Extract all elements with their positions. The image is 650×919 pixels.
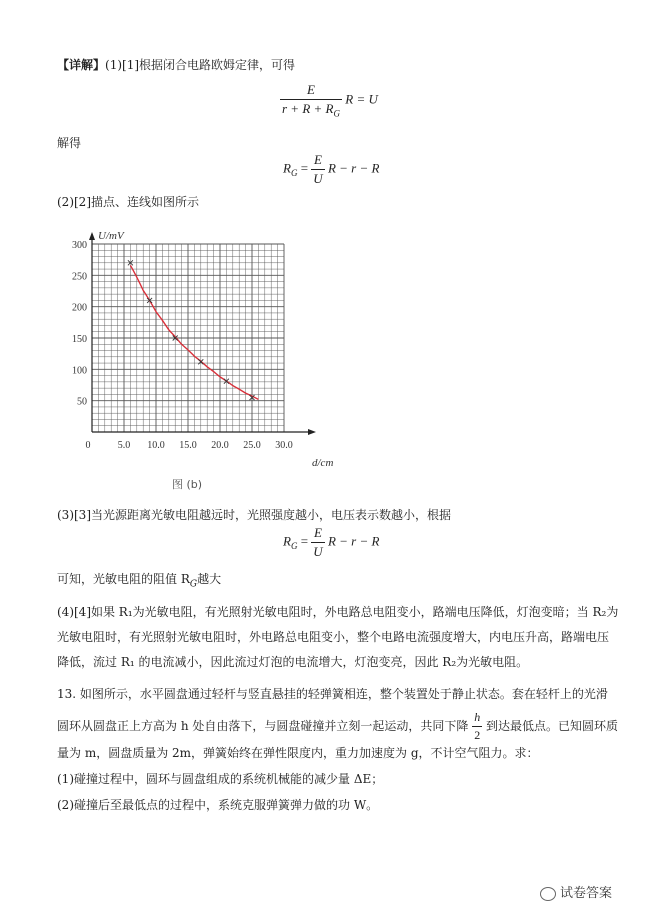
y-tick-label: 300: [72, 240, 87, 251]
watermark-text: 试卷答案: [560, 886, 613, 901]
eq1-numerator: E: [280, 82, 342, 100]
u-d-chart: [60, 222, 350, 500]
solve-label: 解得: [57, 136, 82, 150]
x-tick-label: 15.0: [179, 440, 197, 451]
x-tick-label: 20.0: [211, 440, 229, 451]
eq1-fraction: [280, 82, 342, 119]
question13-line-3: 量为 m，圆盘质量为 2m，弹簧始终在弹性限度内，重力加速度为 g，不计空气阻力。求：: [57, 746, 539, 760]
y-tick-label: 250: [72, 271, 87, 283]
chart-y-axis-label: U/mV: [98, 230, 124, 242]
x-tick-label: 30.0: [275, 440, 293, 451]
question13-line-5: (2)碰撞后至最低点的过程中，系统克服弹簧弹力做的功 W。: [57, 798, 379, 812]
eq1-rest: R = U: [345, 91, 378, 107]
question13-line-4: (1)碰撞过程中，圆环与圆盘组成的系统机械能的减少量 ΔE；: [57, 772, 384, 786]
chart-curve-group: [128, 260, 259, 400]
y-axis-arrow: [89, 232, 95, 240]
question13-line-1: 13. 如图所示，水平圆盘通过轻杆与竖直悬挂的轻弹簧相连，整个装置处于静止状态。套在轻杆上的光滑: [57, 687, 608, 701]
x-tick-label: 5.0: [117, 440, 131, 451]
h-over-2-fraction: $\frac{h}{2}$: [474, 710, 481, 742]
conclusion-line: 可知，光敏电阻的阻值 $R_G$越大: [57, 572, 222, 590]
x-axis-arrow: [308, 429, 316, 435]
x-tick-label: 0: [85, 440, 91, 451]
part3-text: (3)[3]当光源距离光敏电阻越远时，光照强度越小，电压表示数越小，根据: [57, 508, 451, 522]
chart-title: 图 (b): [172, 478, 203, 491]
eq3-fraction: $\frac{E}{U}$: [313, 525, 323, 559]
y-tick-label: 200: [72, 302, 87, 314]
equation-rg-1: $R_G$ = $\frac{E}{U}$ R − r − R: [283, 152, 380, 186]
part4-line-1: (4)[4]如果 R₁为光敏电阻，有光照射光敏电阻时，外电路总电阻变小，路端电压降低，灯泡变暗；当 R₂为: [57, 605, 619, 619]
chart-grid: [92, 244, 284, 432]
wechat-icon: [540, 887, 556, 901]
chart-axes: [89, 232, 316, 435]
y-tick-label: 150: [72, 334, 87, 345]
x-tick-label: 25.0: [243, 440, 261, 451]
watermark: [540, 882, 612, 901]
y-tick-label: 100: [72, 365, 87, 377]
part4-line-3: 降低，流过 R₁ 的电流减小，因此流过灯泡的电流增大，灯泡变亮，因此 R₂为光敏电阻。: [57, 655, 529, 669]
x-tick-label: 10.0: [147, 440, 165, 451]
detail-label: 【详解】: [57, 58, 106, 72]
eq2-fraction: $\frac{E}{U}$: [313, 152, 323, 186]
part4-line-2: 光敏电阻时，有光照射光敏电阻时，外电路总电阻变小，整个电路电流强度增大，内电压升高，路端电压: [57, 630, 610, 644]
answer-heading-line: [57, 56, 295, 73]
chart-x-axis-label: d/cm: [312, 457, 334, 469]
eq1-denominator: $r + R + R_G$: [282, 101, 340, 119]
part1-text: (1)[1]根据闭合电路欧姆定律，可得: [105, 58, 296, 72]
y-tick-label: 50: [77, 396, 87, 408]
equation-rg-2: $R_G$ = $\frac{E}{U}$ R − r − R: [283, 525, 380, 559]
question13-line-2: 圆环从圆盘正上方高为 h 处自由落下，与圆盘碰撞并立刻一起运动，共同下降 $\frac{h}{2}$ 到达最低点。已知圆环质: [57, 710, 619, 742]
part2-text: (2)[2]描点、连线如图所示: [57, 195, 199, 209]
equation-ohm-law: [280, 82, 378, 119]
